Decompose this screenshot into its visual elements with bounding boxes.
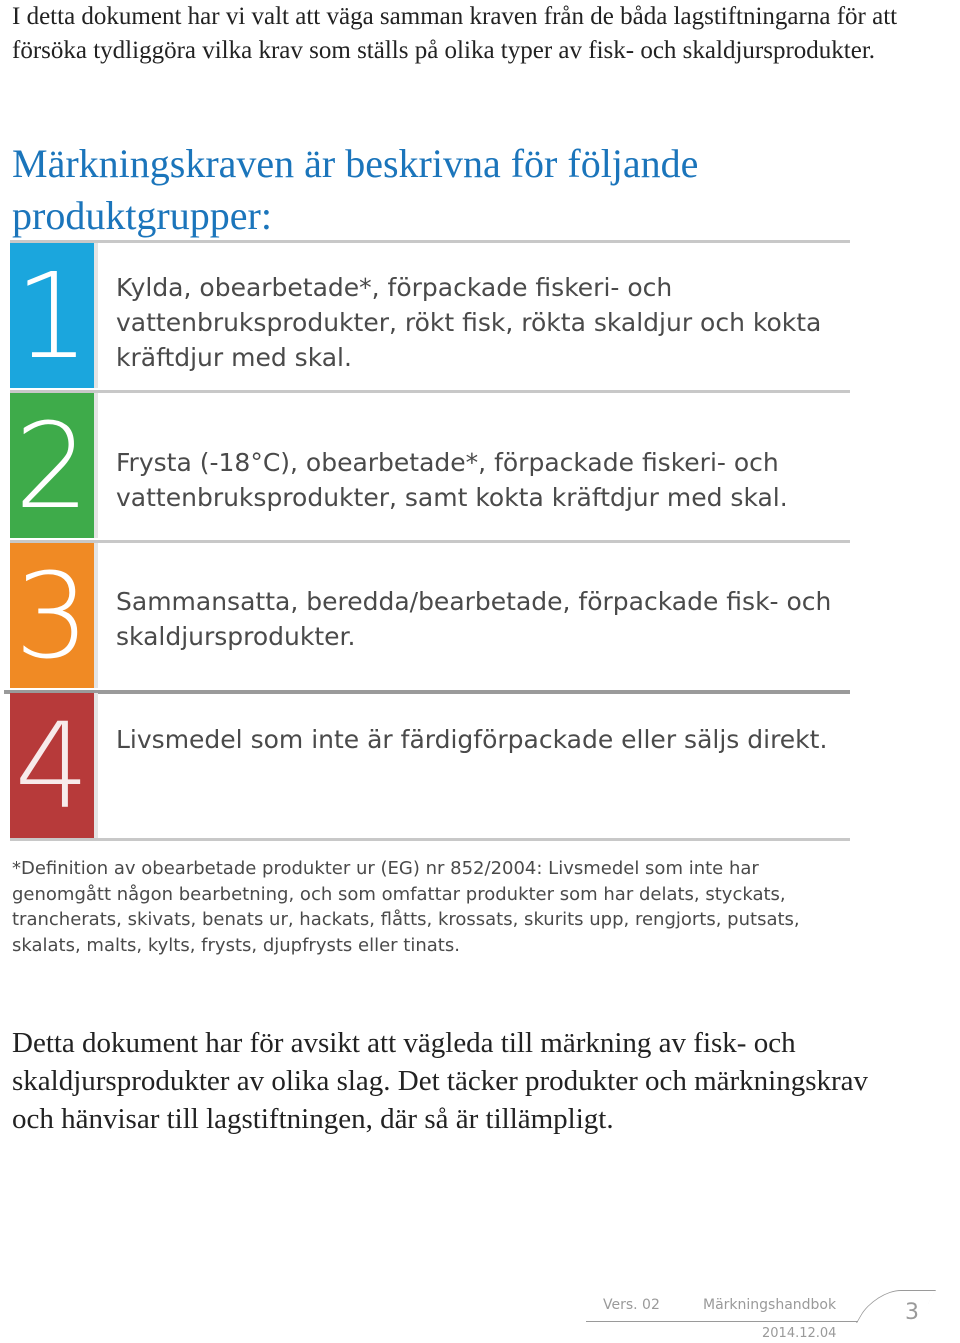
divider-line	[10, 838, 850, 841]
product-group-2	[10, 390, 850, 540]
definition-footnote: *Definition av obearbetade produkter ur (EG) nr 852/2004: Livsmedel som inte har genomgått någon bearbetning, och som omfattar produkter som har delats, styckats, trancherats, skivats, benats ur, hackats, flåtts, krossats, skurits upp, rengjorts, putsats, skalats, malts, kylts, frysts, djupfrysts eller tinats.	[12, 858, 800, 956]
group-description: Frysta (-18°C), obearbetade*, förpackade fiskeri- och vattenbruksprodukter, samt kokta kräftdjur med skal.	[116, 448, 788, 512]
intro-paragraph: I detta dokument har vi valt att väga samman kraven från de båda lagstiftningarna för att försöka tydliggöra vilka krav som ställs på olika typer av fisk- och skaldjursprodukter.	[12, 3, 898, 64]
divider-line	[10, 390, 850, 393]
document-name: Märkningshandbok	[703, 1297, 837, 1313]
group-number: 4	[14, 696, 90, 835]
group-description: Kylda, obearbetade*, förpackade fiskeri- och vattenbruksprodukter, rökt fisk, rökta skaldjur och kokta kräftdjur med skal.	[116, 273, 822, 372]
footer-corner-curve	[856, 1290, 936, 1323]
product-group-3	[10, 540, 850, 690]
purpose-paragraph: Detta dokument har för avsikt att vägleda till märkning av fisk- och skaldjursprodukter av olika slag. Det täcker produkter och märkningskrav och hänvisar till lagstiftningen, där så är tillämpligt.	[12, 1027, 869, 1135]
product-group-1	[10, 240, 850, 390]
version-label: Vers. 02	[603, 1297, 660, 1313]
divider-line	[4, 690, 850, 694]
document-date: 2014.12.04	[762, 1326, 837, 1341]
footer-rule	[586, 1321, 858, 1322]
group-number: 2	[14, 396, 90, 535]
section-heading: Märkningskraven är beskrivna för följande produktgrupper:	[12, 141, 699, 238]
product-group-4	[10, 690, 850, 840]
group-description: Sammansatta, beredda/bearbetade, förpackade fisk- och skaldjursprodukter.	[116, 587, 832, 651]
product-group-list	[10, 240, 850, 840]
group-description: Livsmedel som inte är färdigförpackade eller säljs direkt.	[116, 725, 828, 754]
divider-line	[10, 240, 850, 243]
page-number: 3	[905, 1300, 919, 1325]
group-number: 1	[14, 246, 90, 385]
group-number: 3	[14, 546, 90, 685]
divider-line	[10, 540, 850, 543]
